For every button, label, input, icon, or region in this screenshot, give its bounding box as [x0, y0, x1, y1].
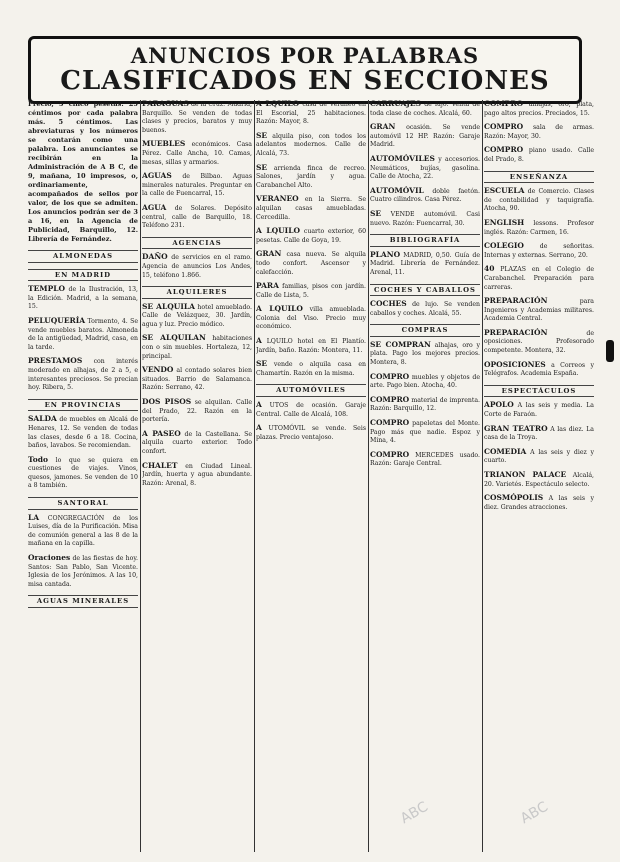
ad-body-text: en Ciudad Lineal. Jardín, huerta y agua abundante. Razón: Arenal, 8.	[142, 462, 252, 487]
ad-lead-word: PRESTAMOS	[28, 356, 83, 366]
section-heading: BIBLIOGRAFÍA	[370, 234, 480, 247]
ad-body-text: LQUILO hotel en El Plantío. Jardín, baño. Razón: Montera, 11.	[256, 338, 366, 354]
section-heading: AGUAS MINERALES	[28, 595, 138, 608]
ad-lead-word: COMPRO	[484, 145, 524, 155]
classified-ad	[370, 396, 480, 414]
classified-ad	[370, 187, 480, 205]
classified-ad	[370, 210, 480, 228]
ad-body-text: arrienda finca de recreo. Salones, jardín y agua. Carabanchel Alto.	[256, 164, 366, 189]
classified-ad	[484, 361, 594, 379]
section-heading: ALQUILERES	[142, 286, 252, 299]
ad-lead-word: LA	[28, 512, 40, 522]
classified-ad	[484, 265, 594, 292]
ad-body-text: se alquilan. Calle del Prado, 22. Razón en la portería.	[142, 399, 252, 424]
section-heading: AGENCIAS	[142, 237, 252, 250]
ad-body-text: casa nueva. Se alquila todo confort. Ascensor y calefacción.	[256, 251, 366, 276]
ad-body-text: Tormento, 4. Se vende muebles baratos. Almoneda de la antigüedad, Madrid, casa, en la tarde.	[28, 317, 138, 351]
classified-ad	[28, 415, 138, 450]
classified-ad	[484, 425, 594, 443]
classified-ad	[484, 297, 594, 324]
ad-body-text: UTOMÓVIL se vende. Seis plazas. Precio ventajoso.	[256, 425, 366, 441]
ad-body-text: VENDE automóvil. Casi nuevo. Razón: Fuencarral, 30.	[370, 210, 480, 227]
ad-lead-word: PLANO	[370, 249, 401, 259]
classified-ad	[370, 100, 480, 118]
classified-ad	[256, 250, 366, 277]
ad-lead-word: A	[256, 336, 262, 346]
ad-lead-word: COMPRO	[370, 394, 410, 404]
classified-ad	[370, 341, 480, 368]
ad-lead-word: ESCUELA	[484, 186, 525, 196]
classified-ad	[28, 456, 138, 491]
ad-lead-word: OPOSICIONES	[484, 359, 546, 369]
classified-ad	[484, 146, 594, 164]
classified-ad	[28, 514, 138, 549]
ad-lead-word: COMPRO	[370, 449, 410, 459]
rates-notice: Precio, 5 cinco pesetas. 25 céntimos por cada palabra más. 5 céntimos. Las abreviaturas y los números se contarán como una palabra. Los anunciantes se recibirán en la Administración de A B C, de 9, mañana, 10 impresos, o, ordinariamente, acompañados de sellos por valor, de los que se admiten. Los anuncios podrán ser de 3 a 16, en la Agencia de Publicidad, Barquillo, 12. Librería de Fernández.	[28, 100, 138, 243]
ad-columns	[28, 100, 594, 855]
ad-lead-word: A LQUILO	[256, 304, 303, 314]
ad-lead-word: CHALET	[142, 460, 178, 470]
classified-ad	[370, 251, 480, 278]
ad-body-text: de la Cruz. Madrid, Barquillo. Se venden de todas clases y precios, baratos y muy buenos.	[142, 101, 252, 134]
classified-ad	[484, 100, 594, 118]
classified-ad	[256, 424, 366, 442]
section-heading: EN MADRID	[28, 269, 138, 282]
ad-lead-word: COMPRO	[370, 371, 410, 381]
classified-ad	[370, 373, 480, 391]
ad-body-text: de Solares. Depósito central, calle de Barquillo, 18. Teléfono 231.	[142, 204, 252, 230]
ad-lead-word: COLEGIO	[484, 241, 524, 251]
ad-lead-word: SE COMPRAN	[370, 339, 431, 349]
ad-body-text: de la Ilustración, 13, la Edición. Madrid, a la semana, 15.	[28, 286, 138, 311]
ad-body-text: muebles y objetos de arte. Pago bien. Atocha, 40.	[370, 373, 480, 390]
ad-lead-word: GRAN	[370, 122, 396, 132]
ad-lead-word: AUTOMÓVIL	[370, 185, 424, 195]
ad-body-text: de las fiestas de hoy. Santos: San Pablo, San Vicente. Iglesia de los Jerónimos. A las 10, misa cantada.	[28, 555, 138, 588]
section-heading: SANTORAL	[28, 497, 138, 510]
column-divider	[368, 100, 369, 852]
ad-lead-word: PARA	[256, 281, 279, 291]
ad-lead-word: COSMÓPOLIS	[484, 493, 544, 503]
ad-body-text: a Correos y Telégrafos. Academia España.	[484, 361, 594, 378]
ad-lead-word: Oraciones	[28, 553, 71, 563]
ad-body-text: cuarto exterior, 60 pesetas. Calle de Goya, 19.	[256, 228, 366, 244]
ad-lead-word: A	[256, 423, 262, 433]
ad-lead-word: MUEBLES	[142, 139, 186, 149]
ad-body-text: MADRID, 0,50. Guía de Madrid. Librería de Fernández. Arenal, 11.	[370, 251, 480, 276]
ad-lead-word: PELUQUERÍA	[28, 315, 86, 325]
ad-lead-word: GRAN TEATRO	[484, 423, 548, 433]
ad-lead-word: AGUAS	[142, 171, 172, 181]
ad-body-text: de oposiciones. Profesorado competente. Montera, 32.	[484, 329, 594, 355]
ad-lead-word: PREPARACIÓN	[484, 296, 548, 306]
classified-ad	[142, 398, 252, 425]
ad-body-text: económicos. Casa Pérez. Calle Ancha, 10. Camas, mesas, sillas y armarios.	[142, 141, 252, 166]
section-heading: ALMONEDAS	[28, 250, 138, 263]
ad-lead-word: CARRUAJES	[370, 100, 422, 108]
ad-body-text: de señoritas. Internas y externas. Serrano, 20.	[484, 243, 594, 259]
section-heading: COCHES Y CABALLOS	[370, 284, 480, 297]
classified-ad	[370, 451, 480, 469]
classified-ad	[142, 334, 252, 361]
ad-lead-word: SE	[256, 359, 268, 369]
classified-ad	[142, 172, 252, 199]
ad-body-text: en la Sierra. Se alquilan casas amuebladas. Cercedilla.	[256, 196, 366, 221]
ad-lead-word: COMPRO	[370, 418, 410, 428]
column-divider	[482, 100, 483, 852]
section-heading: ESPECTÁCULOS	[484, 385, 594, 398]
classified-ad	[484, 471, 594, 489]
ad-body-text: de servicios en el ramo. Agencia de anuncios Los Andes, 15, teléfono 1.866.	[142, 254, 252, 279]
ad-lead-word: VERANEO	[256, 194, 299, 204]
ad-body-text: ocasión. Se vende automóvil 12 HP. Razón: Garaje Madrid.	[370, 124, 480, 149]
ad-body-text: A las diez. La casa de la Troya.	[484, 425, 594, 442]
classified-ad	[256, 164, 366, 191]
classified-ad	[256, 337, 366, 355]
ad-body-text: material de imprenta. Razón: Barquillo, 12.	[370, 396, 480, 413]
ad-column-2	[142, 100, 252, 855]
ad-body-text: PLAZAS en el Colegio de Carabanchel. Preparación para carreras.	[484, 266, 594, 291]
ad-lead-word: PARAGUAS	[142, 100, 189, 108]
ad-lead-word: COMPRO	[484, 100, 524, 108]
ad-body-text: de la Castellana. Se alquila cuarto exterior. Todo confort.	[142, 430, 252, 455]
ad-lead-word: VENDO	[142, 365, 174, 375]
classified-ad	[28, 285, 138, 312]
classified-ad	[142, 253, 252, 280]
classified-ad	[256, 360, 366, 378]
ad-body-text: hotel amueblado. Calle de Velázquez, 30. Jardín, agua y luz. Precio módico.	[142, 303, 252, 328]
classified-ad	[370, 155, 480, 182]
ad-body-text: de Comercio. Clases de contabilidad y taquigrafía. Atocha, 90.	[484, 188, 594, 213]
ad-lead-word: GRAN	[256, 249, 282, 259]
ad-body-text: con interés moderado en alhajas, de 2 a 5, e interesantes preciosos. Se precian hoy. Ribera, 5.	[28, 358, 138, 392]
ad-body-text: MERCEDES usado. Razón: Garaje Central.	[370, 451, 480, 468]
watermark: ABC	[397, 798, 431, 828]
ad-lead-word: SE	[256, 130, 268, 140]
classified-ad	[256, 282, 366, 300]
ad-lead-word: A	[256, 400, 262, 410]
ad-lead-word: SE ALQUILAN	[142, 333, 206, 343]
ad-body-text: de muebles en Alcalá de Henares, 12. Se venden de todas las clases, desde 6 a 18. Cocina, baños, lavabos. Se recomiendan.	[28, 416, 138, 450]
classified-ad	[142, 366, 252, 393]
ad-body-text: lo que se quiera en cuestiones de viajes. Vinos, quesos, jamones. Se venden de 10 a 8 también.	[28, 456, 138, 490]
column-divider	[254, 100, 255, 852]
ad-lead-word: A LQUILO	[256, 226, 300, 236]
classified-ad	[484, 401, 594, 419]
ad-column-3	[256, 100, 366, 855]
ad-body-text: UTOS de ocasión. Garaje Central. Calle de Alcalá, 108.	[256, 402, 366, 418]
banner-title-line2: CLASIFICADOS EN SECCIONES	[60, 66, 550, 96]
ad-body-text: A las seis y diez. Grandes atracciones.	[484, 495, 594, 511]
classified-ad	[256, 227, 366, 245]
ad-lead-word: COMEDIA	[484, 446, 527, 456]
ad-body-text: familias, pisos con jardín. Calle de Lista, 5.	[256, 283, 366, 299]
ad-lead-word: SALDA	[28, 414, 57, 424]
ad-lead-word: PREPARACIÓN	[484, 327, 548, 337]
classified-ad	[142, 462, 252, 489]
ad-lead-word: APOLO	[484, 400, 514, 410]
ad-lead-word: TEMPLO	[28, 284, 66, 294]
classified-ad	[142, 303, 252, 330]
classified-ad	[28, 357, 138, 392]
classified-ad	[256, 305, 366, 332]
classified-ad	[28, 317, 138, 352]
column-divider	[140, 100, 141, 852]
ad-body-text: para Ingenieros y Academias militares. Academia Central.	[484, 298, 594, 323]
ad-lead-word: DAÑO	[142, 252, 168, 262]
classified-ad	[28, 554, 138, 589]
classified-ad	[370, 123, 480, 150]
ad-body-text: lessons. Profesor inglés. Razón: Carmen, 16.	[484, 219, 594, 236]
ad-lead-word: 40	[484, 264, 495, 274]
classified-ad	[256, 401, 366, 419]
ad-lead-word: SE ALQUILA	[142, 301, 195, 311]
ad-body-text: habitaciones con o sin muebles. Hortaleza, 12, principal.	[142, 335, 252, 360]
ad-body-text: vende o alquila casa en Chamartín. Razón en la misma.	[256, 361, 366, 377]
ad-body-text: y accesorios. Neumáticos, bujías, gasolina. Calle de Atocha, 22.	[370, 155, 480, 181]
ad-lead-word: ENGLISH	[484, 217, 525, 227]
section-heading: COMPRAS	[370, 324, 480, 337]
classified-ad	[484, 219, 594, 237]
ad-lead-word: COCHES	[370, 299, 407, 309]
classified-ad	[484, 187, 594, 214]
ad-body-text: al contado solares bien situados. Barrio de Salamanca. Razón: Serrano, 42.	[142, 367, 252, 392]
ad-column-1	[28, 100, 138, 855]
ad-body-text: A las seis y diez y cuarto.	[484, 448, 594, 465]
ad-body-text: alquila piso, con todos los adelantos modernos. Calle de Alcalá, 73.	[256, 132, 366, 157]
ad-body-text: de lujo. Se venden caballos y coches. Alcalá, 55.	[370, 301, 480, 317]
ad-body-text: sala de armas. Razón: Mayor, 30.	[484, 124, 594, 140]
classified-ad	[484, 242, 594, 260]
ad-body-text: piano usado. Calle del Prado, 8.	[484, 147, 594, 163]
ad-body-text: doble faetón. Cuatro cilindros. Casa Pérez.	[370, 187, 480, 204]
classified-ad	[484, 494, 594, 512]
classified-ad	[256, 132, 366, 159]
banner-title-line1: ANUNCIOS POR PALABRAS	[130, 43, 480, 68]
ad-column-4	[370, 100, 480, 855]
ad-body-text: alhajas, oro y plata. Pago los mejores precios. Montera, 8.	[370, 341, 480, 367]
classified-ad	[142, 430, 252, 457]
ad-lead-word: Todo	[28, 454, 48, 464]
ad-lead-word: COMPRO	[484, 122, 524, 132]
classified-ad	[142, 204, 252, 231]
ad-lead-word: AGUA	[142, 202, 167, 212]
ad-body-text: A las seis y media. La Corte de Faraón.	[484, 402, 594, 419]
ad-lead-word: A LQUILO	[256, 100, 300, 108]
classified-ad	[142, 140, 252, 167]
classifieds-banner	[28, 36, 582, 104]
page-edge-mark	[606, 340, 614, 362]
ad-body-text: alhajas, oro, plata, pago altos precios. Preciados, 15.	[484, 101, 594, 117]
section-heading: AUTOMÓVILES	[256, 384, 366, 397]
classified-ad	[256, 100, 366, 127]
ad-body-text: villa amueblada. Colonia del Viso. Precio muy económico.	[256, 306, 366, 331]
classified-ad	[256, 195, 366, 222]
ad-body-text: casa de veraneo en El Escorial, 25 habitaciones. Razón: Mayor, 8.	[256, 101, 366, 126]
ad-lead-word: SE	[256, 162, 268, 172]
classified-ad	[484, 123, 594, 141]
ad-lead-word: AUTOMÓVILES	[370, 153, 435, 163]
ad-body-text: de Bilbao. Aguas minerales naturales. Preguntar en la calle de Fuencarral, 15.	[142, 173, 252, 198]
ad-lead-word: SE	[370, 208, 382, 218]
ad-body-text: Alcalá, 20. Varietés. Espectáculo selecto.	[484, 472, 594, 488]
ad-lead-word: A PASEO	[142, 428, 181, 438]
ad-column-5	[484, 100, 594, 855]
section-heading: ENSEÑANZA	[484, 171, 594, 184]
classified-ad	[484, 329, 594, 356]
ad-body-text: CONGREGACIÓN de los Luises, día de la Purificación. Misa de comunión general a las 8 de la mañana en la capilla.	[28, 514, 138, 548]
section-heading: EN PROVINCIAS	[28, 399, 138, 412]
ad-body-text: de lujo. Venta de toda clase de coches. Alcalá, 60.	[370, 101, 480, 117]
watermark: ABC	[517, 798, 551, 828]
classified-ad	[370, 419, 480, 446]
classified-ad	[142, 100, 252, 135]
ad-lead-word: TRIANON PALACE	[484, 470, 567, 479]
ad-body-text: papeletas del Monte. Pago más que nadie. Espoz y Mina, 4.	[370, 420, 480, 445]
classified-ad	[370, 300, 480, 318]
ad-lead-word: DOS PISOS	[142, 397, 192, 407]
classified-ad	[484, 448, 594, 466]
